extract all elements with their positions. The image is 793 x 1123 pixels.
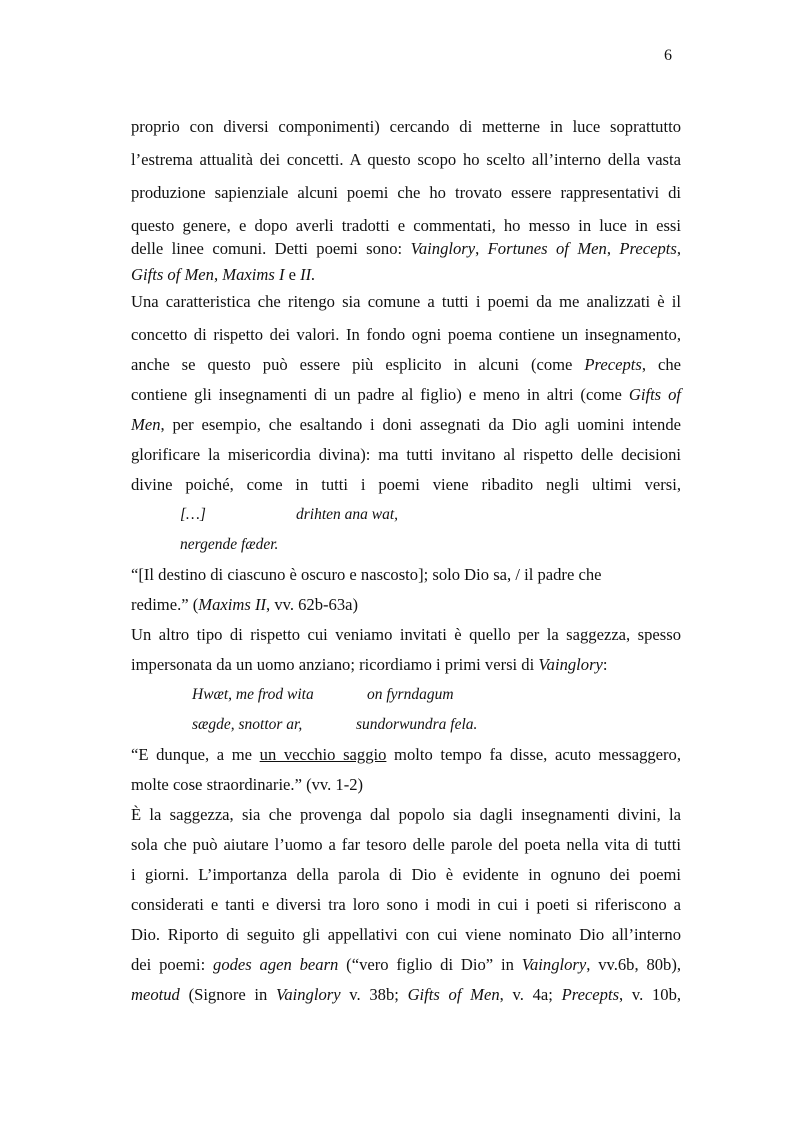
- text-line: questo genere, e dopo averli tradotti e commentati, ho messo in luce in essi: [131, 216, 681, 235]
- text-line: l’estrema attualità dei concetti. A questo scopo ho scelto all’interno della vasta: [131, 150, 681, 169]
- text-line: “[Il destino di ciascuno è oscuro e nascosto]; solo Dio sa, / il padre che: [131, 565, 602, 584]
- text-line: molte cose straordinarie.” (vv. 1-2): [131, 775, 364, 794]
- verse-line: on fyrndagum: [367, 686, 454, 703]
- text-line: Una caratteristica che ritengo sia comune a tutti i poemi da me analizzati è il: [131, 292, 681, 311]
- text-line: Men, per esempio, che esaltando i doni assegnati da Dio agli uomini intende: [131, 415, 681, 434]
- text-line: Un altro tipo di rispetto cui veniamo invitati è quello per la saggezza, spesso: [131, 625, 681, 644]
- text-line: glorificare la misericordia divina): ma tutti invitano al rispetto delle decisioni: [131, 445, 681, 464]
- verse-line: sægde, snottor ar,: [192, 716, 303, 733]
- text-line: Dio. Riporto di seguito gli appellativi con cui viene nominato Dio all’interno: [131, 925, 681, 944]
- verse-line: Hwæt, me frod wita: [192, 686, 314, 703]
- text-line: anche se questo può essere più esplicito in alcuni (come Precepts, che: [131, 355, 681, 374]
- page-number: 6: [664, 47, 672, 64]
- text-line: i giorni. L’importanza della parola di Dio è evidente in ognuno dei poemi: [131, 865, 681, 884]
- verse-line: drihten ana wat,: [296, 506, 399, 523]
- text-line: redime.” (Maxims II, vv. 62b-63a): [131, 595, 359, 614]
- text-line: sola che può aiutare l’uomo a far tesoro delle parole del poeta nella vita di tutti: [131, 835, 681, 854]
- text-line: meotud (Signore in Vainglory v. 38b; Gifts of Men, v. 4a; Precepts, v. 10b,: [131, 985, 682, 1004]
- text-line: È la saggezza, sia che provenga dal popolo sia dagli insegnamenti divini, la: [131, 805, 681, 824]
- verse-line: sundorwundra fela.: [356, 716, 478, 733]
- text-line: concetto di rispetto dei valori. In fondo ogni poema contiene un insegnamento,: [131, 325, 681, 344]
- text-line: Gifts of Men, Maxims I e II.: [131, 265, 316, 284]
- text-line: produzione sapienziale alcuni poemi che ho trovato essere rappresentativi di: [131, 183, 681, 202]
- text-line: dei poemi: godes agen bearn (“vero figlio di Dio” in Vainglory, vv.6b, 80b),: [131, 955, 682, 974]
- text-line: proprio con diversi componimenti) cercando di metterne in luce soprattutto: [131, 117, 681, 136]
- verse-line: nergende fæder.: [180, 536, 279, 553]
- text-line: divine poiché, come in tutti i poemi viene ribadito negli ultimi versi,: [131, 475, 681, 494]
- text-line: delle linee comuni. Detti poemi sono: Vainglory, Fortunes of Men, Precepts,: [131, 239, 682, 258]
- verse-line: […]: [180, 506, 206, 523]
- text-line: considerati e tanti e diversi tra loro sono i modi in cui i poeti si riferiscono a: [131, 895, 681, 914]
- text-line: impersonata da un uomo anziano; ricordiamo i primi versi di Vainglory:: [131, 655, 608, 674]
- text-line: “E dunque, a me un vecchio saggio molto tempo fa disse, acuto messaggero,: [131, 745, 681, 764]
- text-line: contiene gli insegnamenti di un padre al figlio) e meno in altri (come Gifts of: [131, 385, 682, 404]
